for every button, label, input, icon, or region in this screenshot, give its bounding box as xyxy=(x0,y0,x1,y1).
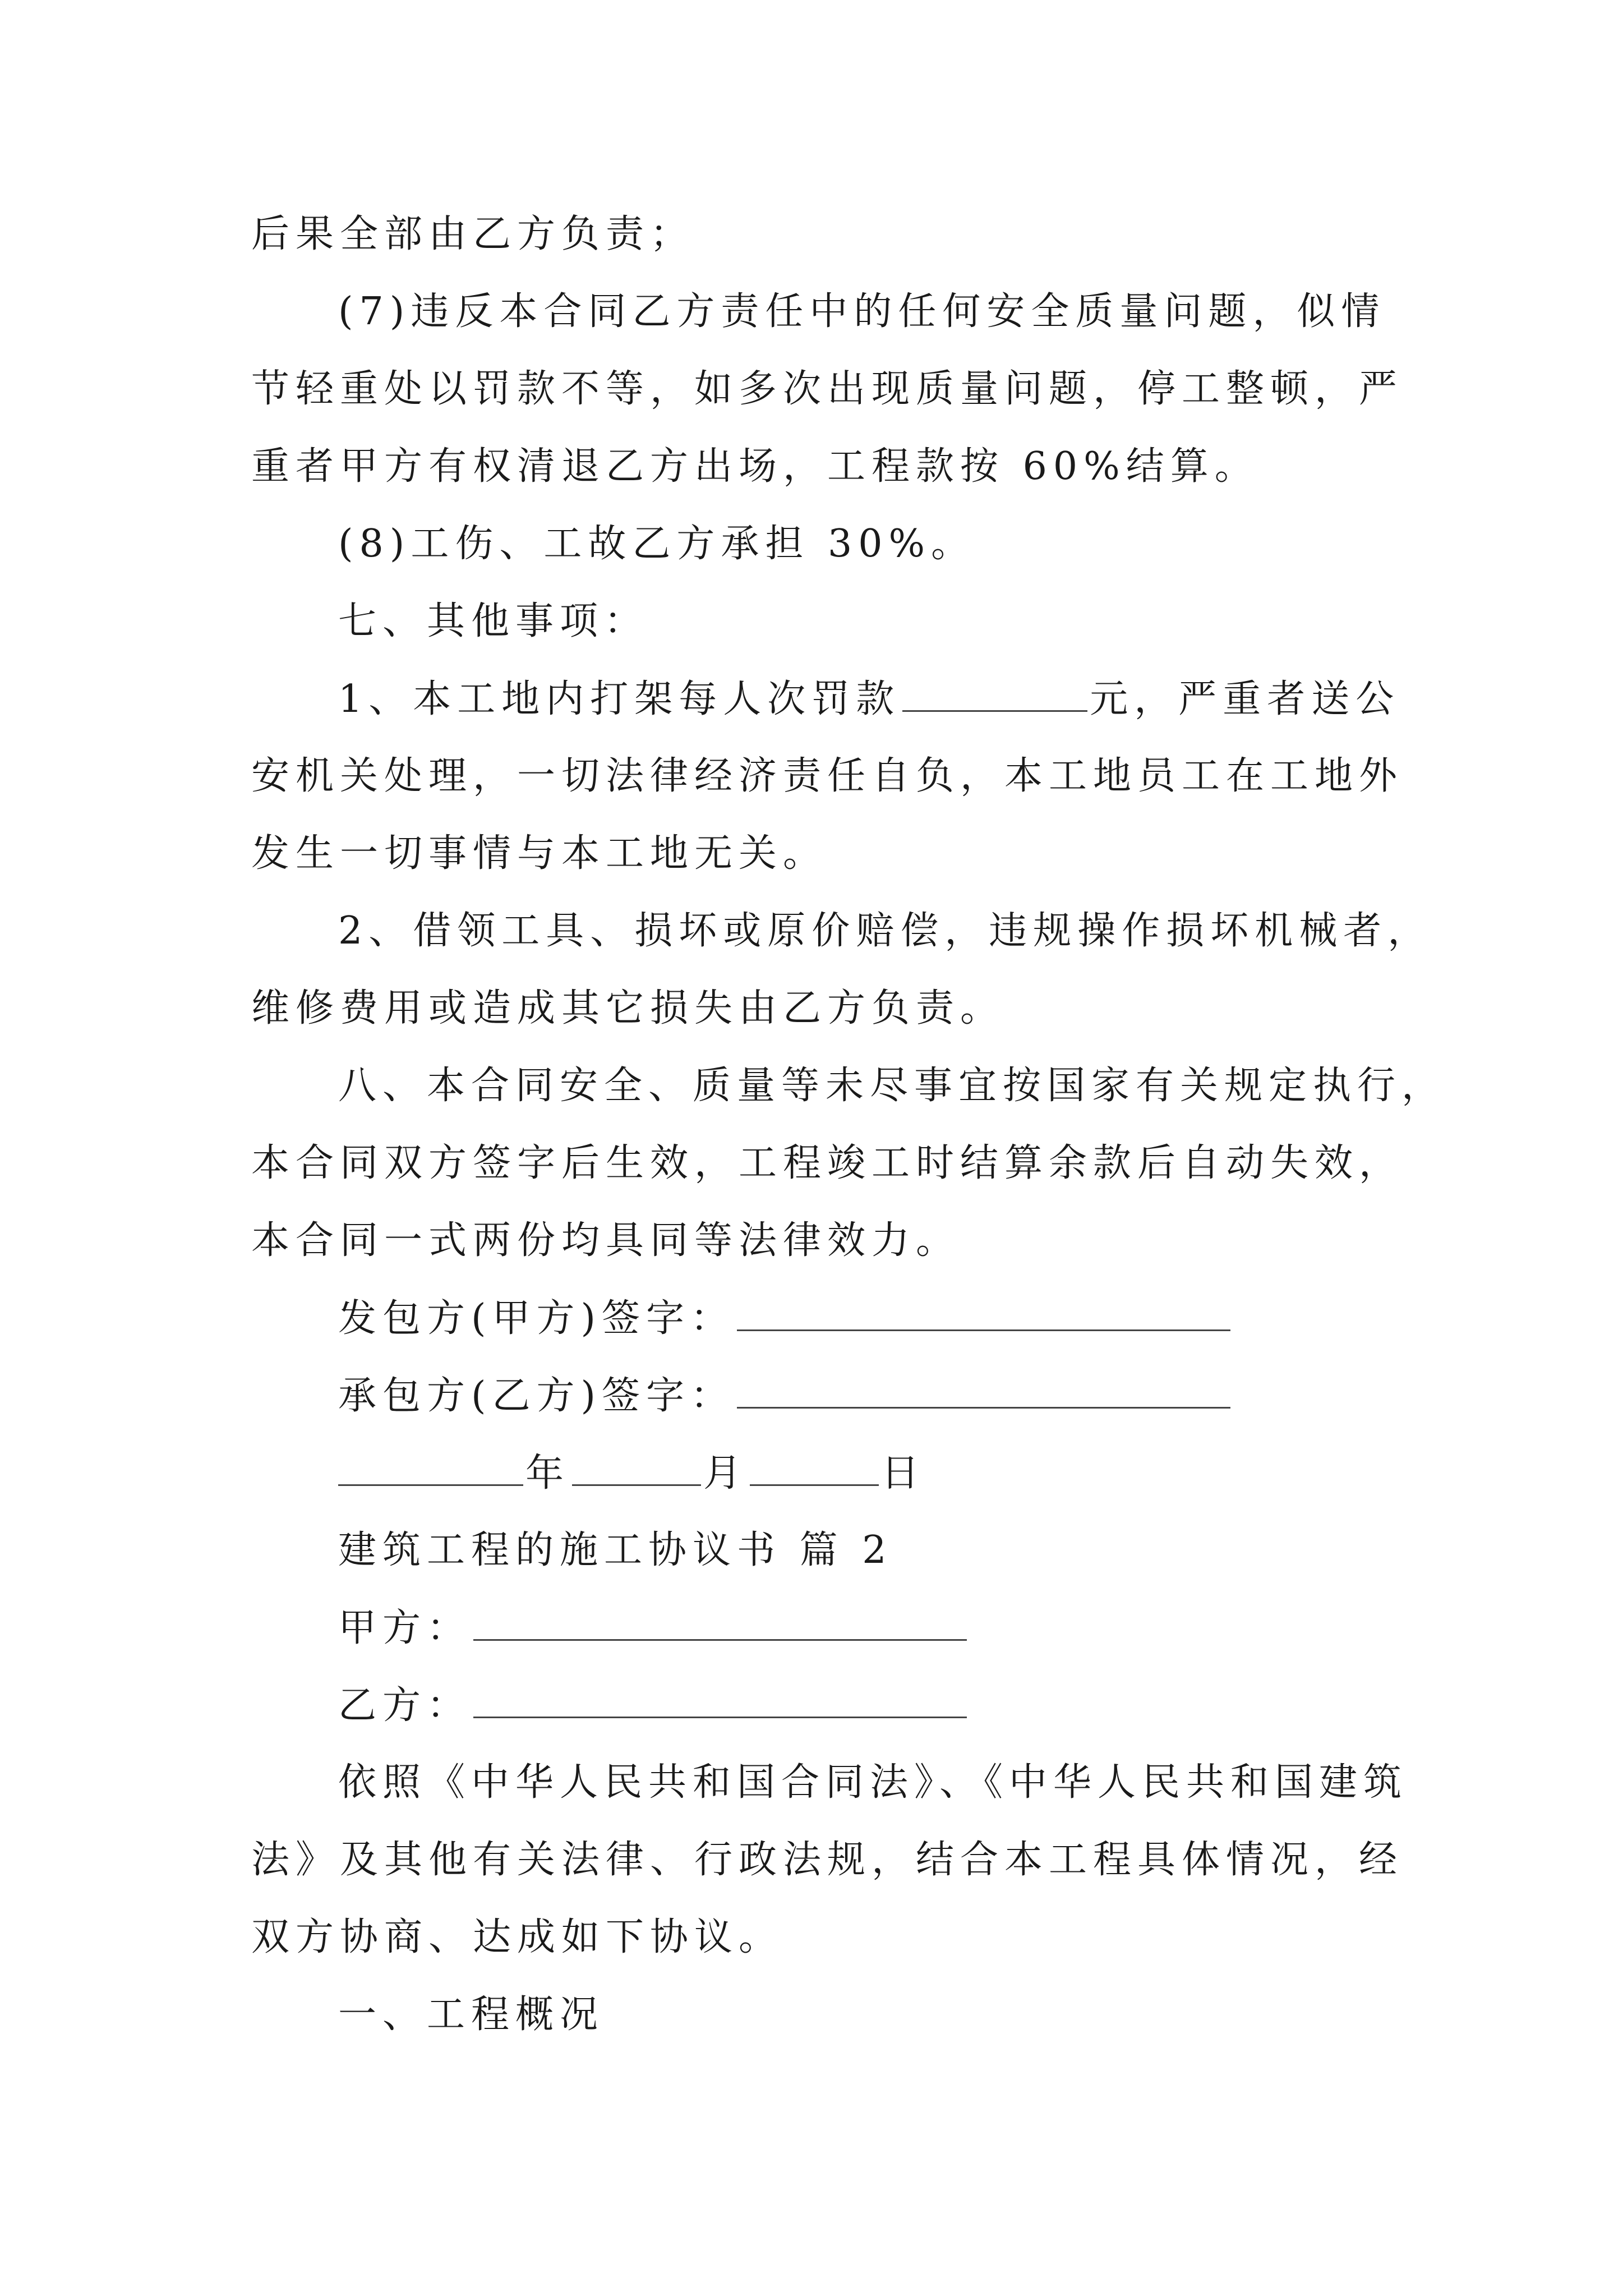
clause-7-line-2: 节轻重处以罚款不等，如多次出现质量问题，停工整顿，严 xyxy=(251,367,1404,411)
party-b-label: 乙方： xyxy=(338,1683,472,1728)
signature-party-b-label: 承包方(乙方)签字： xyxy=(338,1374,735,1418)
fine-amount-blank xyxy=(902,677,1087,712)
party-a-blank xyxy=(473,1605,967,1641)
party-a-line xyxy=(338,1605,969,1651)
section-8-line-2: 本合同双方签字后生效，工程竣工时结算余款后自动失效， xyxy=(251,1141,1404,1185)
date-line xyxy=(338,1451,925,1496)
clause-7-line-1: (7)违反本合同乙方责任中的任何安全质量问题，似情 xyxy=(338,289,1386,334)
item-1-line-1 xyxy=(338,677,1400,722)
section-8-line-1: 八、本合同安全、质量等未尽事宜按国家有关规定执行， xyxy=(338,1064,1446,1108)
item-1-text-b: 元，严重者送公 xyxy=(1090,677,1400,721)
agreement-2-title: 建筑工程的施工协议书 篇 2 xyxy=(338,1528,893,1572)
day-blank xyxy=(750,1451,879,1486)
signature-party-b-blank xyxy=(737,1373,1230,1409)
party-b-blank xyxy=(473,1683,967,1718)
clause-7-line-3: 重者甲方有权清退乙方出场，工程款按 60%结算。 xyxy=(251,444,1259,489)
date-year-label: 年 xyxy=(525,1451,570,1496)
preamble-line-2: 法》及其他有关法律、行政法规，结合本工程具体情况，经 xyxy=(251,1838,1404,1882)
date-day-label: 日 xyxy=(881,1451,926,1496)
date-month-label: 月 xyxy=(703,1451,748,1496)
party-a-label: 甲方： xyxy=(338,1606,472,1650)
paragraph-line: 后果全部由乙方负责； xyxy=(251,212,695,256)
item-1-line-3: 发生一切事情与本工地无关。 xyxy=(251,831,828,876)
section-7-heading: 七、其他事项： xyxy=(338,599,649,643)
item-1-text-a: 1、本工地内打架每人次罚款 xyxy=(338,677,901,721)
item-2-line-2: 维修费用或造成其它损失由乙方负责。 xyxy=(251,986,1005,1030)
item-2-line-1: 2、借领工具、损坏或原价赔偿，违规操作损坏机械者， xyxy=(338,909,1432,953)
preamble-line-1: 依照《中华人民共和国合同法》、《中华人民共和国建筑 xyxy=(338,1760,1408,1805)
signature-party-a-label: 发包方(甲方)签字： xyxy=(338,1296,735,1341)
clause-8: (8)工伤、工故乙方承担 30%。 xyxy=(338,522,976,566)
signature-party-b xyxy=(338,1373,1233,1419)
section-1-heading: 一、工程概况 xyxy=(338,1993,605,2037)
month-blank xyxy=(572,1451,701,1486)
signature-party-a-blank xyxy=(737,1296,1230,1331)
year-blank xyxy=(338,1451,523,1486)
signature-party-a xyxy=(338,1296,1233,1341)
item-1-line-2: 安机关处理，一切法律经济责任自负，本工地员工在工地外 xyxy=(251,754,1404,798)
preamble-line-3: 双方协商、达成如下协议。 xyxy=(251,1915,783,1959)
section-8-line-3: 本合同一式两份均具同等法律效力。 xyxy=(251,1218,961,1263)
party-b-line xyxy=(338,1683,969,1728)
